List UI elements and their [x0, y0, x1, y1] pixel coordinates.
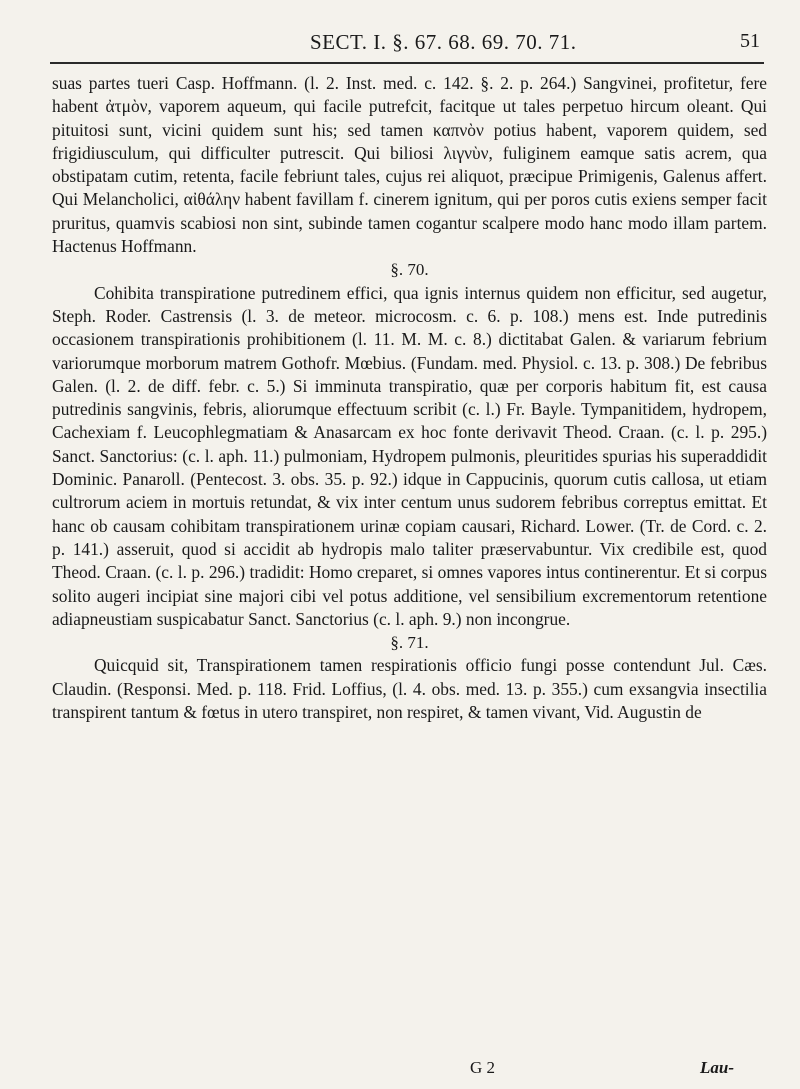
- paragraph: suas partes tueri Casp. Hoffmann. (l. 2. Inst. med. c. 142. §. 2. p. 264.) Sangvinei, profitetur, fere habent ἀτμὸν, vaporem aqueum, qui facile putrefcit, facitque ut tales perpetuo hircum oleant. Qui pituitosi sunt, vicini quidem sunt his; sed tamen καπνὸν potius habent, vaporem quidem, sed frigidiusculum, qui difficulter putrescit. Qui biliosi λιγνὺν, fuliginem eamque satis acrem, qua obstipatam cutim, retenta, facile febriunt tales, cujus rei aliquot, præcipue Primigenis, Galenus affert. Qui Melancholici, αἰθάλην habent favillam f. cinerem ignitum, qui per poros cutis exiens semper facit pruritus, quamvis scabiosi non sint, subinde tamen cogantur scalpere modo hanc modo illam partem. Hactenus Hoffmann.: [52, 73, 767, 257]
- catchword: Lau-: [700, 1058, 734, 1077]
- header-rule: [50, 62, 764, 64]
- paragraph: Cohibita transpiratione putredinem effici, qua ignis internus quidem non efficitur, sed augetur, Steph. Roder. Castrensis (l. 3. de meteor. microcosm. c. 6. p. 108.) mens est. Inde putredinis occasionem transpirationis prohibitionem (l. 11. M. M. c. 8.) dictitabat Galen. & variarum febrium variorumque morborum matrem Gothofr. Mœbius. (Fundam. med. Physiol. c. 13. p. 308.) De febribus Galen. (l. 2. de diff. febr. c. 5.) Si imminuta transpiratio, quæ per corporis habitum fit, est causa putredinis sangvinis, febris, aliorumque effectuum scribit (c. l.) Fr. Bayle. Tympanitidem, hydropem, Cachexiam f. Leucophlegmatiam & Anasarcam ex hoc fonte derivavit Theod. Craan. (c. l. p. 295.) Sanct. Sanctorius: (c. l. aph. 11.) pulmoniam, Hydropem pulmonis, pleuritides spurias his superaddidit Dominic. Panaroll. (Pentecost. 3. obs. 35. p. 92.) idque in Cappucinis, quorum cutis callosa, ut etiam cultrorum aciem in mortuis retundat, & vix inter centum unus sudorem febribus correptus emittat. Et hanc ob causam cohibitam transpirationem urinæ copiam causari, Richard. Lower. (Tr. de Cord. c. 2. p. 141.) asseruit, quod si accidit ab hydropis malo taliter præservabuntur. Vix credibile est, quod Theod. Craan. (c. l. p. 296.) tradidit: Homo creparet, si omnes vapores intus continerentur. Et si corpus solito augeri incipiat sine majori cibi vel potus additione, vel sensibilium excrementorum retentione adiapneustiam suspicabatur Sanct. Sanctorius (c. l. aph. 9.) non incongrue.: [52, 282, 767, 629]
- page-header: [110, 30, 760, 66]
- section-heading-71: §. 71.: [390, 633, 429, 653]
- page-number: 51: [740, 30, 760, 52]
- main-text: [52, 72, 767, 724]
- running-head: SECT. I. §. 67. 68. 69. 70. 71.: [310, 30, 577, 54]
- paragraph: Quicquid sit, Transpirationem tamen respirationis officio fungi posse contendunt Jul. Cæs. Claudin. (Responsi. Med. p. 118. Frid. Loffius, (l. 4. obs. med. 13. p. 355.) cum exsangvia insectilia transpirent tantum & fœtus in utero transpiret, non respiret, & tamen vivant, Vid. Augustin de: [52, 655, 767, 723]
- section-heading-70: §. 70.: [390, 260, 429, 280]
- signature-mark: G 2: [470, 1058, 496, 1077]
